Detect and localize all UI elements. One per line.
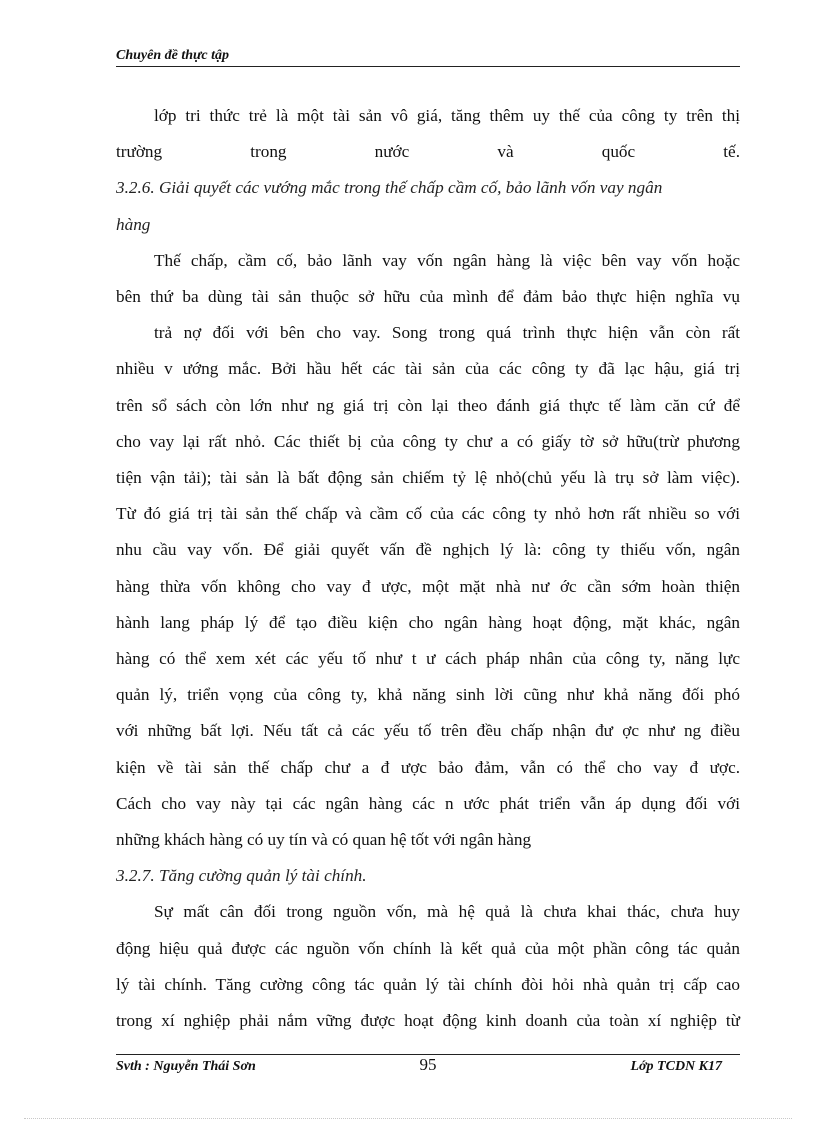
text-line: bên thứ ba dùng tài sản thuộc sở hữu của mình để đảm bảo thực hiện nghĩa vụ bbox=[116, 287, 740, 307]
text-line: Cách cho vay này tại các ngân hàng các n ước phát triển vẫn áp dụng đối với bbox=[116, 793, 740, 813]
heading-line: 3.2.7. Tăng cường quản lý tài chính. bbox=[116, 866, 367, 886]
text-line: kiện về tài sản thế chấp chư a đ ược bảo đảm, vẫn có thể cho vay đ ược. bbox=[116, 757, 740, 777]
paragraph-1 bbox=[116, 98, 740, 170]
paragraph-2 bbox=[116, 243, 740, 858]
page-number: 95 bbox=[419, 1055, 437, 1074]
heading-line: hàng bbox=[116, 214, 151, 234]
text-line: trong xí nghiệp phải nắm vững được hoạt động kinh doanh của toàn xí nghiệp từ bbox=[116, 1011, 740, 1031]
page-bottom-rule bbox=[24, 1118, 792, 1119]
section-heading-3-2-7 bbox=[116, 858, 740, 894]
heading-line: 3.2.6. Giải quyết các vướng mắc trong thế chấp cầm cố, bảo lãnh vốn vay ngân bbox=[116, 178, 663, 198]
footer-class: Lớp TCDN K17 bbox=[630, 1059, 722, 1074]
text-line: Từ đó giá trị tài sản thế chấp và cầm cố của các công ty nhỏ hơn rất nhiều so với bbox=[116, 504, 740, 524]
section-heading-3-2-6 bbox=[116, 170, 740, 242]
text-line: nhu cầu vay vốn. Để giải quyết vấn đề nghịch lý là: công ty thiếu vốn, ngân bbox=[116, 540, 740, 560]
text-line: nhiều v ướng mắc. Bởi hầu hết các tài sản của các công ty đã lạc hậu, giá trị bbox=[116, 359, 740, 379]
text-line: trường trong nước và quốc tế. bbox=[116, 142, 740, 162]
text-line: tiện vận tải); tài sản là bất động sản chiếm tỷ lệ nhỏ(chủ yếu là trụ sở làm việc). bbox=[116, 468, 740, 488]
text-line: hàng thừa vốn không cho vay đ ược, một mặt nhà nư ớc cần sớm hoàn thiện bbox=[116, 576, 740, 596]
text-line: quản lý, triển vọng của công ty, khả năng sinh lời cũng như khả năng đối phó bbox=[116, 685, 740, 705]
text-line: Sự mất cân đối trong nguồn vốn, mà hệ quả là chưa khai thác, chưa huy bbox=[154, 902, 740, 922]
text-line: động hiệu quả được các nguồn vốn chính là kết quả của một phần công tác quản bbox=[116, 938, 740, 958]
text-line: trả nợ đối với bên cho vay. Song trong quá trình thực hiện vẫn còn rất bbox=[154, 323, 740, 343]
text-line: lớp tri thức trẻ là một tài sản vô giá, tăng thêm uy thế của công ty trên thị bbox=[154, 106, 740, 125]
page-header bbox=[116, 48, 740, 67]
text-line: hành lang pháp lý để tạo điều kiện cho ngân hàng hoạt động, mặt khác, ngân bbox=[116, 612, 740, 632]
text-line: hàng có thể xem xét các yếu tố như t ư cách pháp nhân của công ty, năng lực bbox=[116, 649, 740, 669]
text-line: những khách hàng có uy tín và có quan hệ tốt với ngân hàng bbox=[116, 830, 532, 850]
text-line: trên sổ sách còn lớn như ng giá trị còn lại theo đánh giá thực tế làm căn cứ để bbox=[116, 395, 740, 415]
text-line: cho vay lại rất nhỏ. Các thiết bị của công ty chư a có giấy tờ sở hữu(trừ phương bbox=[116, 431, 740, 451]
text-line: lý tài chính. Tăng cường công tác quản lý tài chính đòi hỏi nhà quản trị cấp cao bbox=[116, 974, 740, 994]
paragraph-3 bbox=[116, 894, 740, 1039]
page-footer bbox=[116, 1054, 740, 1078]
header-title: Chuyên đề thực tập bbox=[116, 48, 230, 63]
footer-author: Svth : Nguyễn Thái Sơn bbox=[116, 1059, 256, 1074]
text-line: Thế chấp, cầm cố, bảo lãnh vay vốn ngân hàng là việc bên vay vốn hoặc bbox=[154, 250, 740, 270]
text-line: với những bất lợi. Nếu tất cả các yếu tố trên đều chấp nhận đư ợc như ng điều bbox=[116, 721, 740, 741]
page-body bbox=[116, 98, 740, 1039]
